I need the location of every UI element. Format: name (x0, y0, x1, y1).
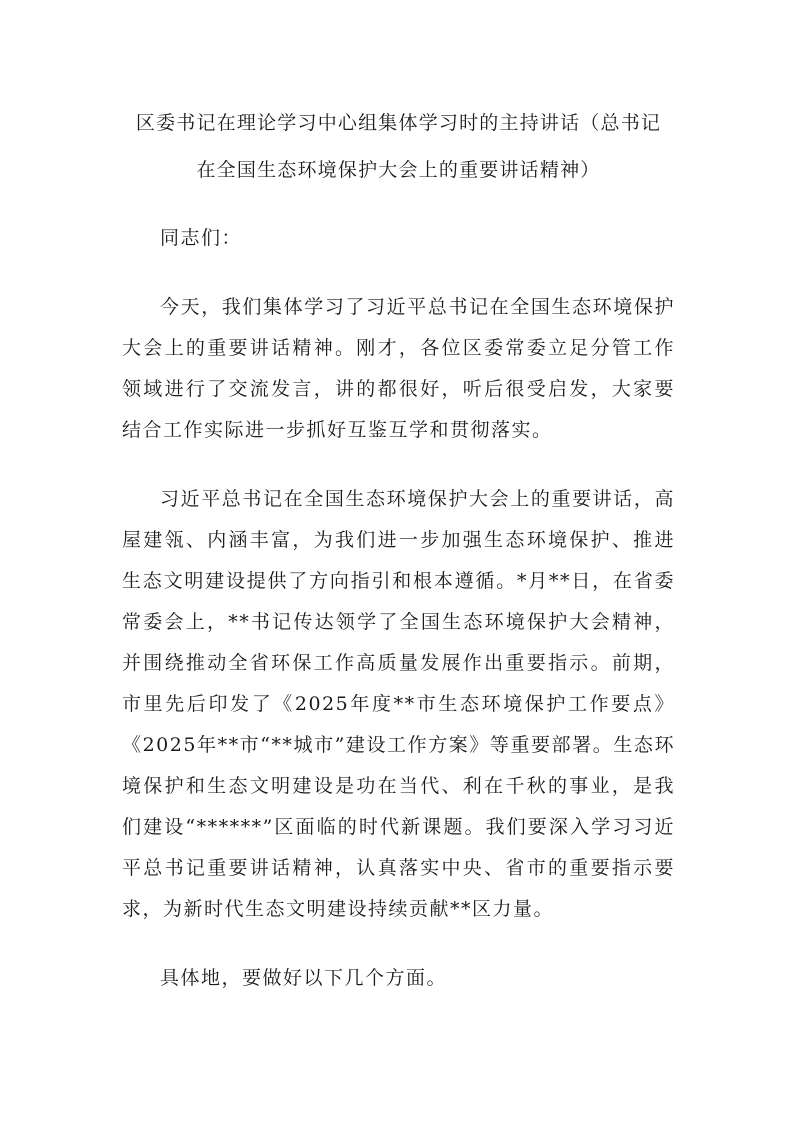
salutation: 同志们： (160, 227, 243, 249)
document-title (122, 100, 675, 194)
paragraph-1: 今天，我们集体学习了习近平总书记在全国生态环境保护大会上的重要讲话精神。刚才，各位区委常委立足分管工作领域进行了交流发言，讲的都很好，听后很受启发，大家要结合工作实际进一步抓好互鉴互学和贯彻落实。 (122, 296, 675, 441)
title-line-1: 区委书记在理论学习中心组集体学习时的主持讲话（总书记 (135, 112, 662, 134)
paragraph-3: 具体地，要做好以下几个方面。 (160, 967, 448, 989)
paragraph-2: 习近平总书记在全国生态环境保护大会上的重要讲话，高屋建瓴、内涵丰富，为我们进一步加强生态环境保护、推进生态文明建设提供了方向指引和根本遵循。*月**日，在省委常委会上，**书记传达领学了全国生态环境保护大会精神，并围绕推动全省环保工作高质量发展作出重要指示。前期，市里先后印发了《2025年度**市生态环境保护工作要点》《2025年**市“**城市”建设工作方案》等重要部署。生态环境保护和生态文明建设是功在当代、利在千秋的事业，是我们建设“******”区面临的时代新课题。我们要深入学习习近平总书记重要讲话精神，认真落实中央、省市的重要指示要求，为新时代生态文明建设持续贡献**区力量。 (122, 488, 675, 920)
title-line-2: 在全国生态环境保护大会上的重要讲话精神） (196, 159, 601, 181)
